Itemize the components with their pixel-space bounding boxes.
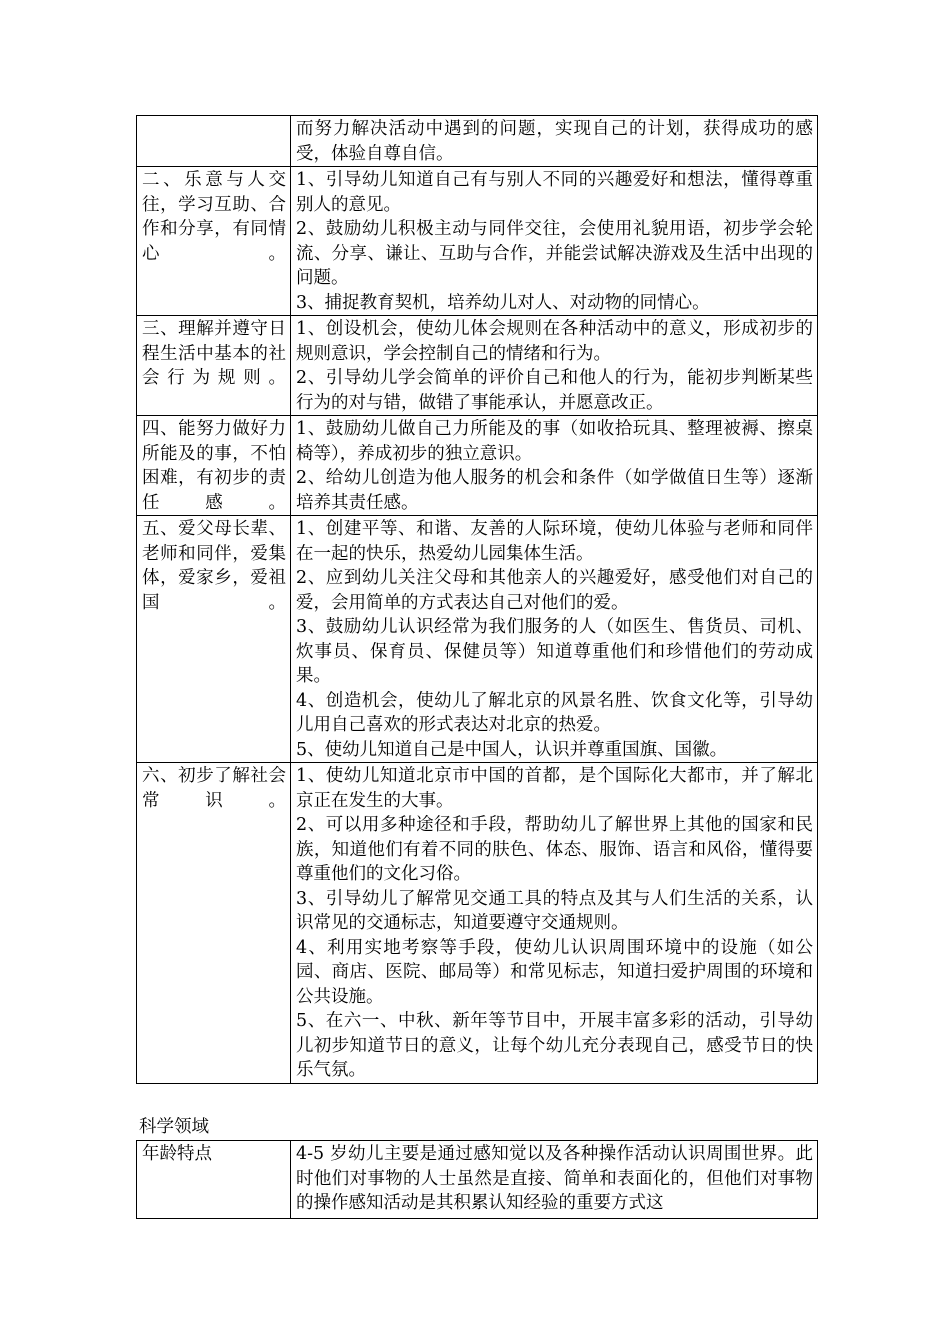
goal-cell: 二、乐意与人交往，学习互助、合作和分享，有同情心。: [137, 167, 291, 316]
goal-cell: 五、爱父母长辈、老师和同伴，爱集体，爱家乡，爱祖国。: [137, 516, 291, 763]
measures-cell: [291, 167, 818, 316]
table-row: [137, 416, 818, 516]
measure-item: 1、使幼儿知道北京市中国的首都，是个国际化大都市，并了解北京正在发生的大事。: [296, 766, 813, 811]
measure-item: 5、在六一、中秋、新年等节目中，开展丰富多彩的活动，引导幼儿初步知道节日的意义，让每个幼儿充分表现自己，感受节日的快乐气氛。: [296, 1011, 813, 1080]
goal-cell: 六、初步了解社会常识。: [137, 763, 291, 1084]
age-characteristics-label: 年龄特点: [137, 1141, 291, 1219]
measures-cell: [291, 116, 818, 167]
science-section-title: 科学领域: [139, 1117, 209, 1137]
measure-item: 1、引导幼儿知道自己有与别人不同的兴趣爱好和想法，懂得尊重别人的意见。: [296, 170, 813, 215]
measure-item: 5、使幼儿知道自己是中国人，认识并尊重国旗、国徽。: [296, 739, 728, 760]
social-goals-body: [137, 116, 818, 1084]
goal-cell: 四、能努力做好力所能及的事，不怕困难，有初步的责任感。: [137, 416, 291, 516]
measure-item: 1、创建平等、和谐、友善的人际环境，使幼儿体验与老师和同伴在一起的快乐，热爱幼儿园集体生活。: [296, 519, 813, 564]
table-row: [137, 1141, 818, 1219]
table-row: [137, 763, 818, 1084]
measure-item: 2、应到幼儿关注父母和其他亲人的兴趣爱好，感受他们对自己的爱，会用简单的方式表达自己对他们的爱。: [296, 568, 813, 613]
measures-cell: [291, 763, 818, 1084]
measure-item: 2、引导幼儿学会简单的评价自己和他人的行为，能初步判断某些行为的对与错，做错了事能承认，并愿意改正。: [296, 368, 813, 413]
measure-item: 3、捕捉教育契机，培养幼儿对人、对动物的同情心。: [296, 292, 710, 313]
measure-item: 2、给幼儿创造为他人服务的机会和条件（如学做值日生等）逐渐培养其责任感。: [296, 468, 813, 513]
measures-cell: [291, 516, 818, 763]
science-table: [136, 1140, 818, 1219]
measure-item: 4、利用实地考察等手段，使幼儿认识周围环境中的设施（如公园、商店、医院、邮局等）和常见标志，知道扫爱护周围的环境和公共设施。: [296, 937, 813, 1007]
table-row: [137, 116, 818, 167]
table-row: [137, 167, 818, 316]
measure-item: 1、创设机会，使幼儿体会规则在各种活动中的意义，形成初步的规则意识，学会控制自己的情绪和行为。: [296, 319, 813, 364]
measure-item: 2、可以用多种途径和手段，帮助幼儿了解世界上其他的国家和民族，知道他们有着不同的肤色、体态、服饰、语言和风俗，懂得要尊重他们的文化习俗。: [296, 815, 813, 884]
goal-cell: [137, 116, 291, 167]
measure-item: 3、引导幼儿了解常见交通工具的特点及其与人们生活的关系，认识常见的交通标志，知道要遵守交通规则。: [296, 888, 813, 933]
table-row: [137, 516, 818, 763]
social-goals-table: [136, 115, 818, 1084]
goal-cell: 三、理解并遵守日程生活中基本的社会行为规则。: [137, 316, 291, 416]
measure-item: 1、鼓励幼儿做自己力所能及的事（如收拾玩具、整理被褥、擦桌椅等），养成初步的独立意识。: [296, 419, 813, 464]
measure-item: 2、鼓励幼儿积极主动与同伴交往，会使用礼貌用语，初步学会轮流、分享、谦让、互助与合作，并能尝试解决游戏及生活中出现的问题。: [296, 219, 813, 288]
measure-item: 4、创造机会，使幼儿了解北京的风景名胜、饮食文化等，引导幼儿用自己喜欢的形式表达对北京的热爱。: [296, 690, 813, 735]
age-characteristics-text: 4-5 岁幼儿主要是通过感知觉以及各种操作活动认识周围世界。此时他们对事物的人士虽然是直接、简单和表面化的，但他们对事物的操作感知活动是其积累认知经验的重要方式这: [291, 1141, 818, 1219]
table-row: [137, 316, 818, 416]
measures-cell: [291, 316, 818, 416]
measure-item: 3、鼓励幼儿认识经常为我们服务的人（如医生、售货员、司机、炊事员、保育员、保健员等）知道尊重他们和珍惜他们的劳动成果。: [296, 617, 813, 686]
measures-cell: [291, 416, 818, 516]
measure-item: 而努力解决活动中遇到的问题，实现自己的计划，获得成功的感受，体验自尊自信。: [296, 119, 813, 164]
